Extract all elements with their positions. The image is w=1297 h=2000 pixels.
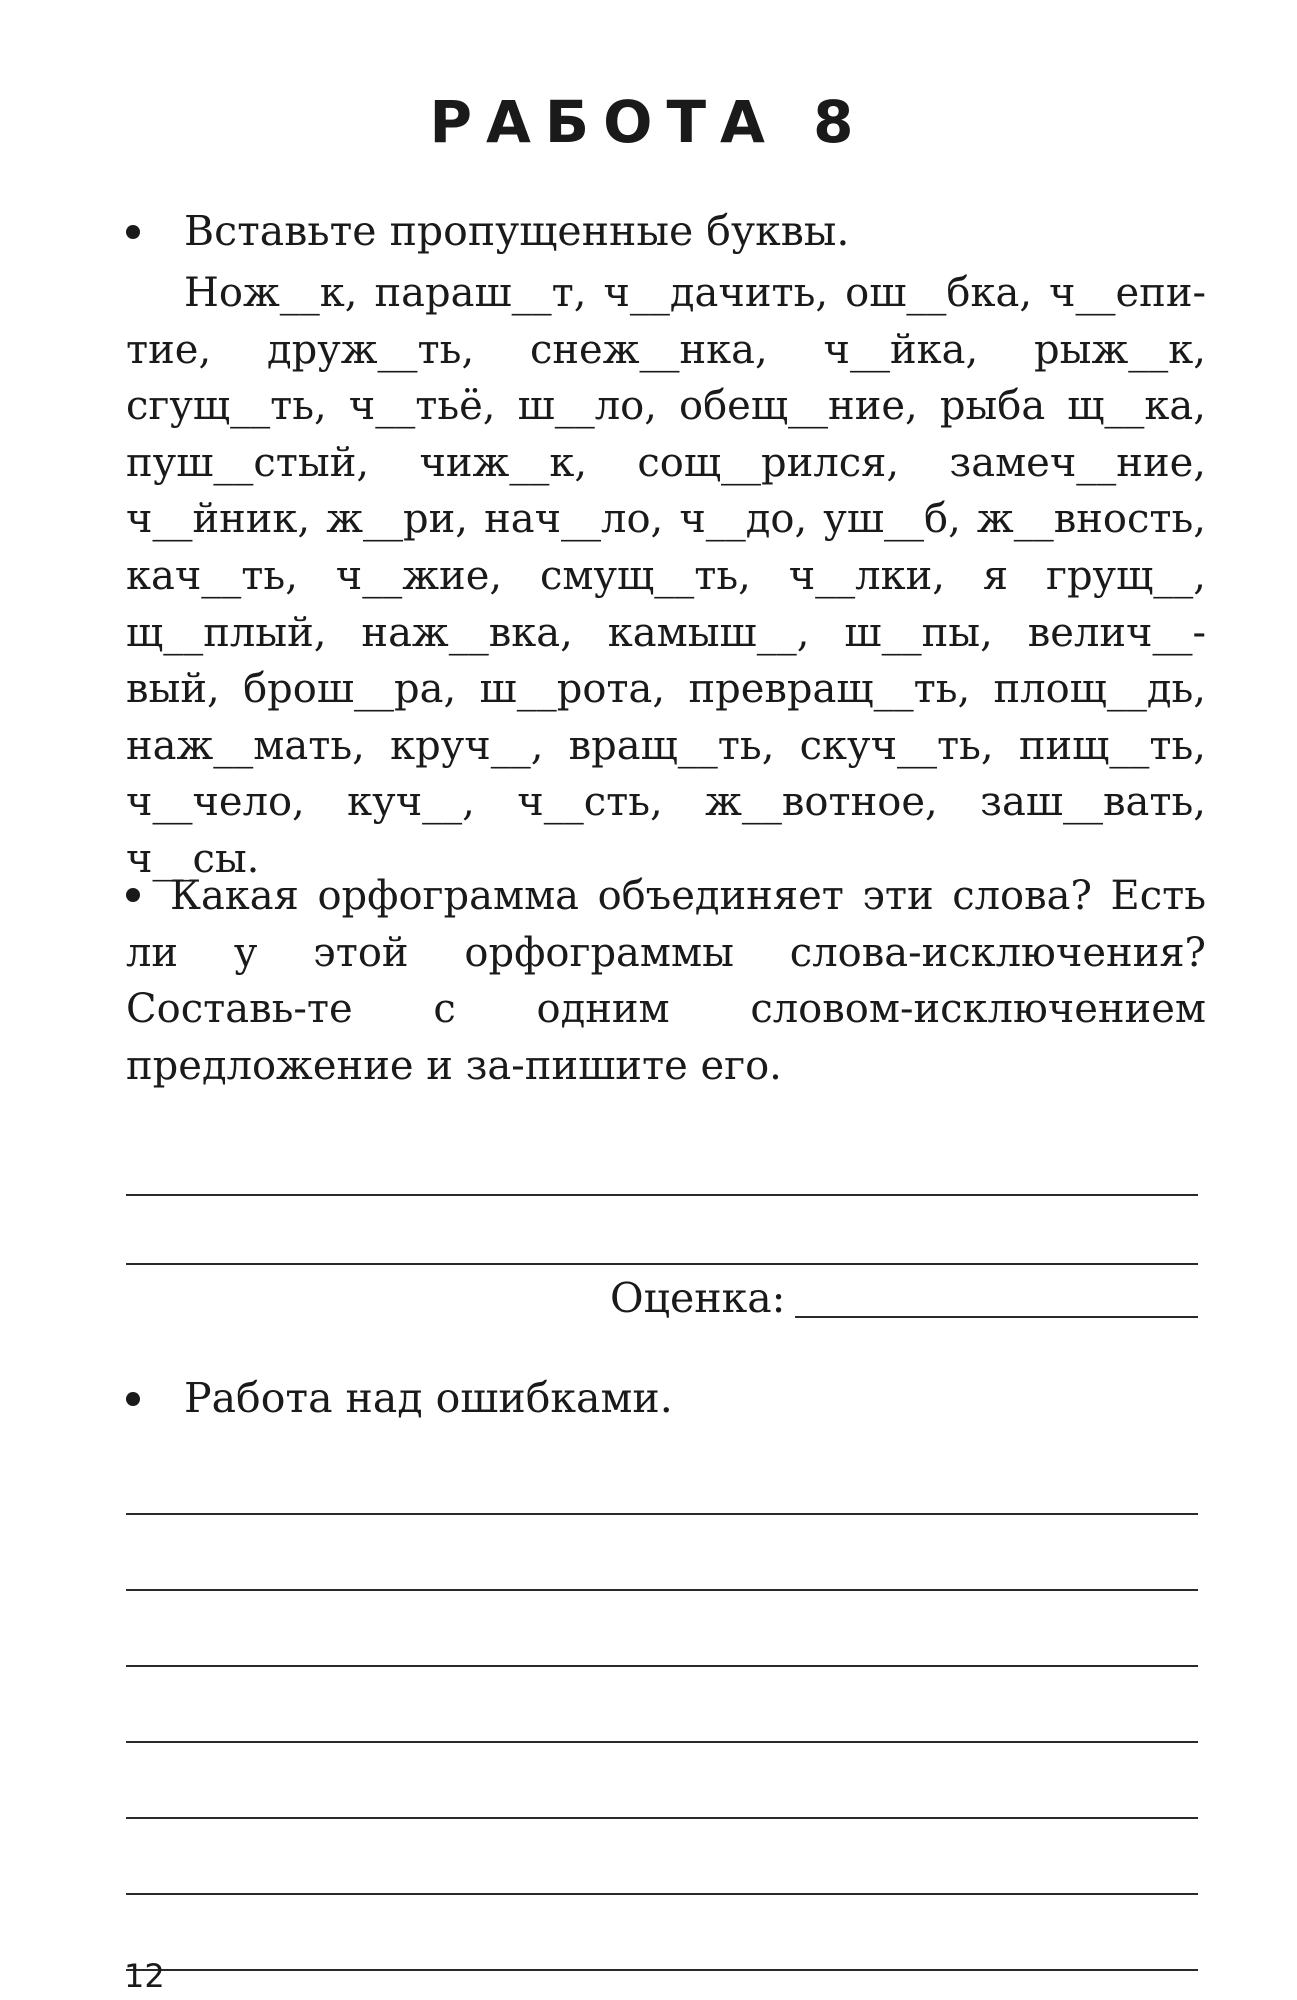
task3-instruction-text: Работа над ошибками. (184, 1374, 673, 1422)
task1-instruction (126, 203, 1206, 259)
corrections-line[interactable] (126, 1817, 1198, 1819)
corrections-line[interactable] (126, 1665, 1198, 1667)
page-number: 12 (124, 1957, 165, 1995)
task3-instruction (126, 1370, 1206, 1426)
grade-label: Оценка: (610, 1274, 786, 1322)
task1-instruction-text: Вставьте пропущенные буквы. (184, 207, 850, 255)
task2-question (126, 868, 1206, 1094)
exercise-text: Нож__к, параш__т, ч__дачить, ош__бка, ч__епи-тие, друж__ть, снеж__нка, ч__йка, рыж__к, сгущ__ть, ч__тьё, ш__ло, обещ__ние, рыба щ__ка, пуш__стый, чиж__к, сощ__рился, замеч__ние, ч__йник, ж__ри, нач__ло, ч__до, уш__б, ж__вность, кач__ть, ч__жие, смущ__ть, ч__лки, я грущ__, щ__плый, наж__вка, камыш__, ш__пы, велич__-вый, брош__ра, ш__рота, превращ__ть, площ__дь, наж__мать, круч__, вращ__ть, скуч__ть, пищ__ть, ч__чело, куч__, ч__сть, ж__вотное, заш__вать, ч__сы. (126, 270, 1206, 882)
corrections-line[interactable] (126, 1589, 1198, 1591)
task2-question-text: Какая орфограмма объединяет эти слова? Есть ли у этой орфограммы слова-исключения? Составь-те с одним словом-исключением предложение и за-пишите его. (126, 873, 1206, 1089)
answer-line[interactable] (126, 1194, 1198, 1196)
bullet-icon (126, 225, 140, 239)
bullet-icon (126, 888, 140, 902)
corrections-line[interactable] (126, 1893, 1198, 1895)
corrections-line[interactable] (126, 1513, 1198, 1515)
bullet-icon (126, 1392, 140, 1406)
corrections-line[interactable] (126, 1741, 1198, 1743)
page-title: РАБОТА 8 (429, 88, 868, 156)
corrections-line[interactable] (126, 1969, 1198, 1971)
grade-line[interactable] (795, 1316, 1198, 1318)
answer-line[interactable] (126, 1263, 1198, 1265)
